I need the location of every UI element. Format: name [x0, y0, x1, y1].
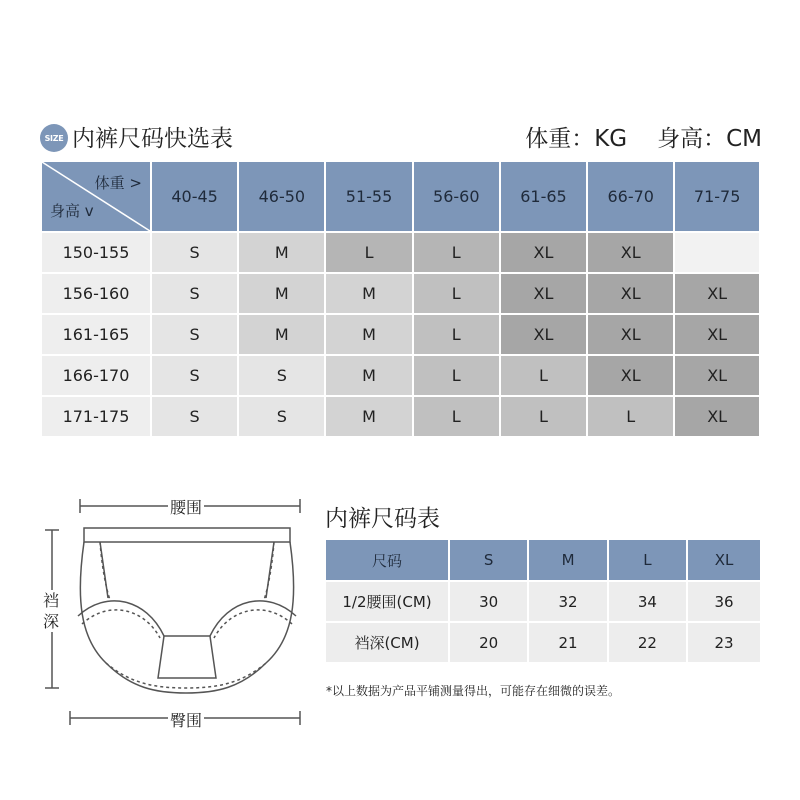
table-row [42, 231, 759, 272]
size-cell: S [239, 354, 326, 395]
size-cell: S [152, 395, 239, 436]
underwear-diagram [36, 488, 316, 738]
size-cell: L [414, 313, 501, 354]
size-cell: L [414, 272, 501, 313]
size-badge-icon: SIZE [40, 124, 68, 152]
size-cell: XL [675, 272, 759, 313]
weight-header: 46-50 [239, 162, 326, 231]
size-cell: XL [501, 272, 588, 313]
size-cell: L [414, 231, 501, 272]
table-row [42, 313, 759, 354]
size-header: L [609, 540, 688, 580]
weight-header: 71-75 [675, 162, 759, 231]
corner-cell [42, 162, 152, 231]
height-label: 166-170 [42, 354, 152, 395]
size-quick-table [42, 162, 759, 436]
measure-label: 裆深(CM) [326, 621, 450, 662]
size-cell: XL [588, 354, 675, 395]
size-cell: L [501, 395, 588, 436]
corner-height-label: 身高 v [50, 202, 94, 220]
height-label: 171-175 [42, 395, 152, 436]
size-cell: M [239, 231, 326, 272]
size-cell: XL [588, 231, 675, 272]
size-cell: S [152, 354, 239, 395]
table-row [42, 395, 759, 436]
measure-value: 22 [609, 621, 688, 662]
table-row [326, 621, 760, 662]
weight-header: 66-70 [588, 162, 675, 231]
page-title: 内裤尺码快选表 [72, 126, 233, 152]
weight-header: 61-65 [501, 162, 588, 231]
size-header: M [529, 540, 608, 580]
size-cell [675, 231, 759, 272]
size-cell: S [152, 231, 239, 272]
weight-header-row [42, 162, 759, 231]
weight-header: 51-55 [326, 162, 413, 231]
measurement-footnote: *以上数据为产品平铺测量得出，可能存在细微的误差。 [326, 684, 621, 698]
unit-legend [525, 120, 762, 153]
size-cell: XL [588, 313, 675, 354]
table-row [326, 580, 760, 621]
size-cell: M [326, 354, 413, 395]
size-cell: XL [675, 395, 759, 436]
height-label: 156-160 [42, 272, 152, 313]
table-row [42, 354, 759, 395]
size-cell: S [152, 313, 239, 354]
size-header: XL [688, 540, 760, 580]
size-cell: XL [588, 272, 675, 313]
size-measure-table [326, 540, 760, 662]
measure-value: 34 [609, 580, 688, 621]
size-header-label: 尺码 [326, 540, 450, 580]
measure-value: 36 [688, 580, 760, 621]
size-cell: XL [675, 313, 759, 354]
waist-label: 腰围 [168, 495, 204, 518]
hip-label: 臀围 [168, 708, 204, 731]
size-cell: M [326, 395, 413, 436]
size-cell: M [239, 313, 326, 354]
measure-value: 21 [529, 621, 608, 662]
size-cell: XL [501, 231, 588, 272]
weight-header: 40-45 [152, 162, 239, 231]
table-row [42, 272, 759, 313]
size-cell: L [326, 231, 413, 272]
measure-label: 1/2腰围(CM) [326, 580, 450, 621]
measure-value: 30 [450, 580, 529, 621]
size-cell: M [326, 272, 413, 313]
height-unit: 身高：CM [657, 126, 762, 152]
measure-value: 32 [529, 580, 608, 621]
size-cell: XL [501, 313, 588, 354]
measure-value: 23 [688, 621, 760, 662]
size-cell: L [501, 354, 588, 395]
size-cell: XL [675, 354, 759, 395]
size-cell: M [326, 313, 413, 354]
measure-value: 20 [450, 621, 529, 662]
size-cell: S [152, 272, 239, 313]
weight-unit: 体重：KG [525, 126, 628, 152]
measure-table-title: 内裤尺码表 [325, 506, 440, 532]
weight-header: 56-60 [414, 162, 501, 231]
size-cell: L [414, 395, 501, 436]
size-cell: L [588, 395, 675, 436]
rise-label: 裆深 [40, 590, 62, 632]
size-cell: L [414, 354, 501, 395]
chart-header [40, 118, 762, 158]
height-label: 150-155 [42, 231, 152, 272]
size-header: S [450, 540, 529, 580]
size-header-row [326, 540, 760, 580]
size-cell: M [239, 272, 326, 313]
corner-weight-label: 体重 > [94, 174, 142, 192]
height-label: 161-165 [42, 313, 152, 354]
size-cell: S [239, 395, 326, 436]
